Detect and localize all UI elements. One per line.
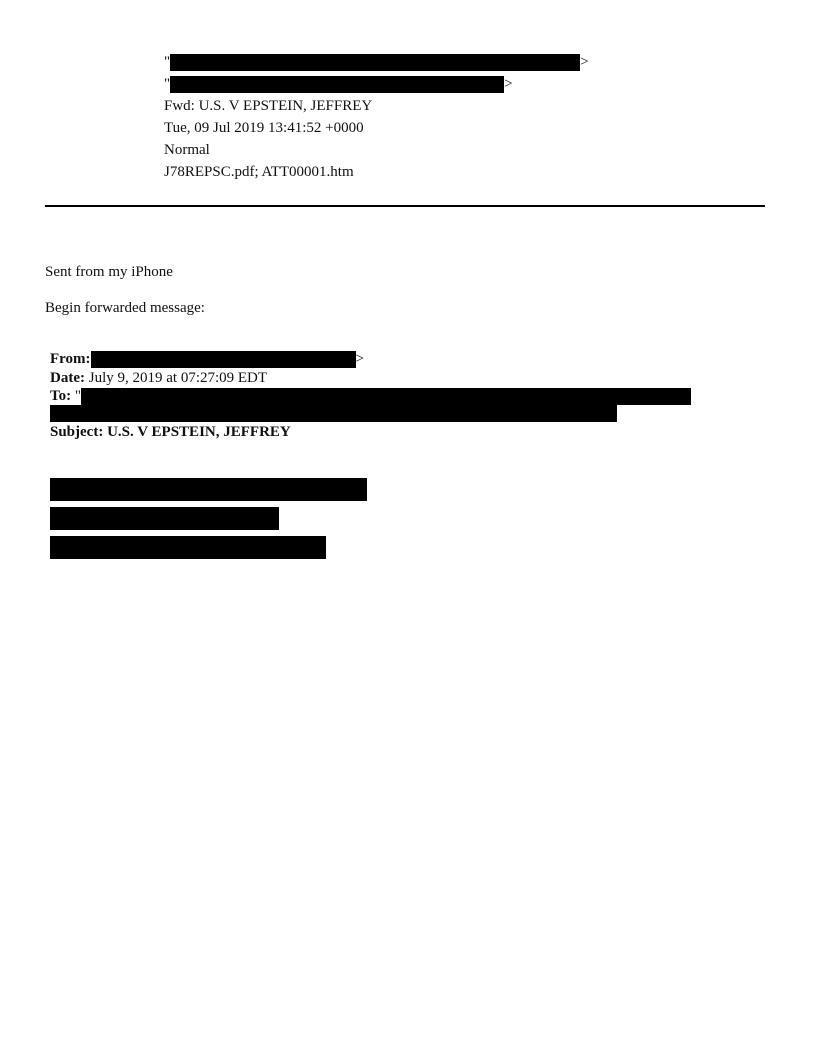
header-from-prefix: " [164,54,171,70]
header-divider [45,205,765,207]
header-to-suffix: > [504,76,513,92]
header-from-suffix: > [580,54,589,70]
forwarded-date-value: July 9, 2019 at 07:27:09 EDT [88,370,268,386]
redaction-bar [81,388,691,405]
header-subject-value: Fwd: U.S. V EPSTEIN, JEFFREY [164,98,373,114]
redaction-bar [170,54,580,71]
redaction-bar [50,507,279,530]
redaction-bar [50,478,367,501]
sent-from-line: Sent from my iPhone [45,264,173,280]
forwarded-to-prefix: " [74,388,81,404]
header-to-value [164,74,513,94]
redaction-bar [91,351,356,368]
forwarded-from-label: From: [50,351,91,367]
redaction-bar [50,405,617,422]
forwarded-from-row [50,350,364,368]
header-from-value [164,52,589,72]
forwarded-subject-value: U.S. V EPSTEIN, JEFFREY [107,424,291,440]
header-importance-value: Normal [164,142,210,158]
forwarded-date-row [50,369,267,387]
redaction-bar [170,76,504,93]
forwarded-to-row [50,387,691,405]
header-date-value: Tue, 09 Jul 2019 13:41:52 +0000 [164,120,364,136]
forwarded-date-label: Date: [50,370,85,386]
forwarded-subject-label: Subject: [50,424,104,440]
begin-forwarded-line: Begin forwarded message: [45,300,205,316]
redaction-bar [50,536,326,559]
header-attachments-value: J78REPSC.pdf; ATT00001.htm [164,164,354,180]
forwarded-subject-row [50,423,291,441]
header-to-prefix: " [164,76,171,92]
forwarded-from-suffix: > [355,351,365,367]
forwarded-to-label: To: [50,388,72,404]
